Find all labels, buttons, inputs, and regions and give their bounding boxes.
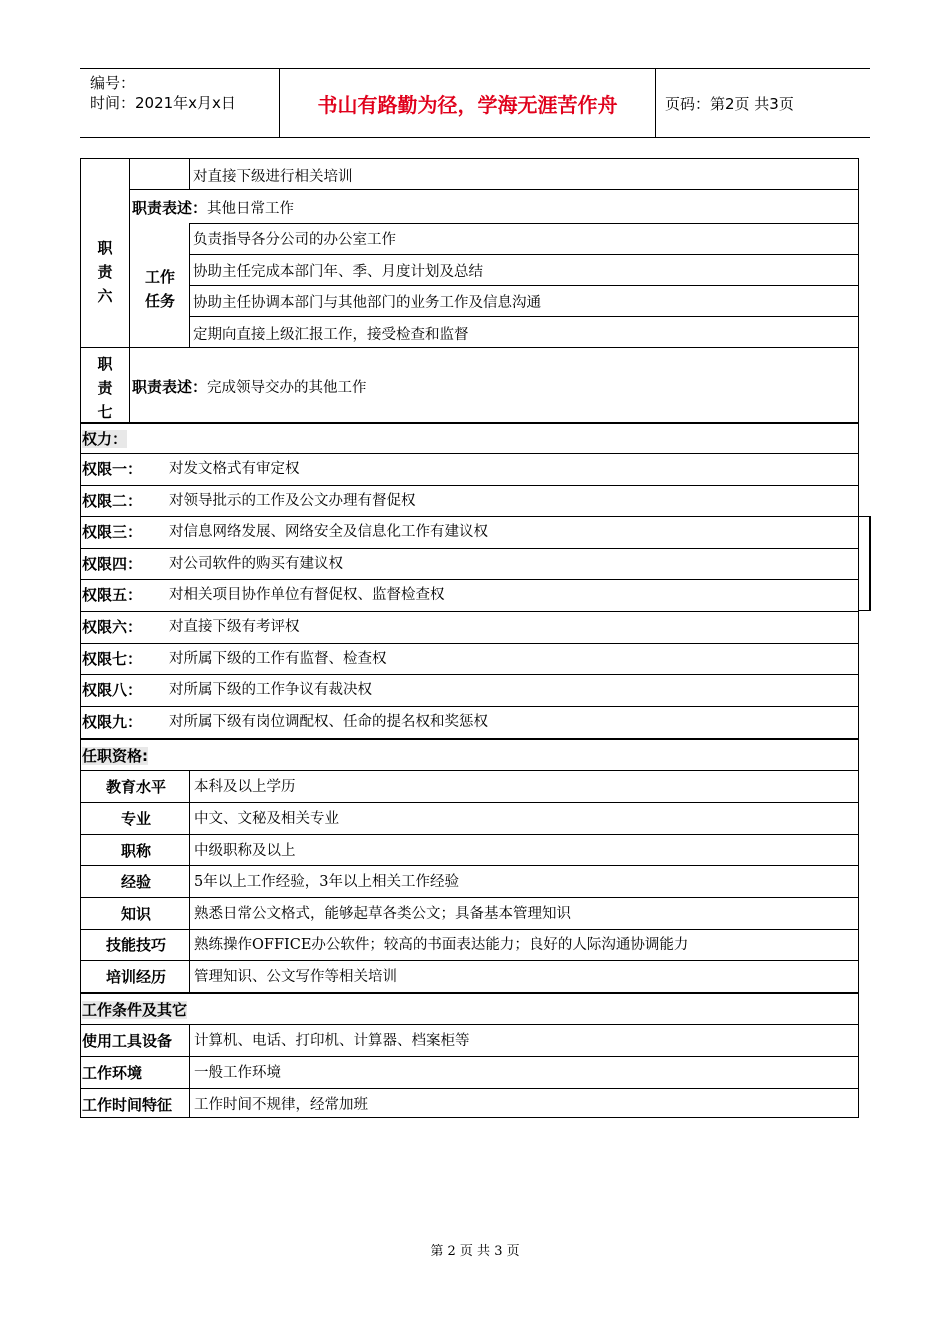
authority-text: 对所属下级的工作有监督、检查权 (169, 651, 387, 667)
authority-label: 权限三： (82, 523, 143, 541)
authority-heading (82, 424, 127, 454)
authority-label: 权限一： (82, 460, 143, 478)
qualification-text: 5年以上工作经验，3年以上相关工作经验 (194, 874, 459, 890)
task-item: 负责指导各分公司的办公室工作 (193, 232, 396, 248)
duty-six-char-1: 职 (97, 239, 113, 257)
grid-line (80, 738, 859, 740)
qualification-heading-text: 任职资格: (82, 747, 148, 765)
duty-six-desc (132, 193, 294, 225)
number-label: 编号： (90, 74, 136, 92)
grid-line (859, 610, 870, 611)
qualification-text: 熟悉日常公文格式，能够起草各类公文；具备基本管理知识 (194, 906, 571, 922)
grid-line (189, 158, 190, 189)
qualification-label: 职称 (120, 842, 151, 860)
duty-six-label (82, 236, 128, 308)
authority-text: 对发文格式有审定权 (169, 461, 300, 477)
duty-seven-char-3: 七 (97, 403, 113, 421)
page-indicator: 页码：第2页 共3页 (665, 94, 794, 113)
authority-label: 权限七： (82, 650, 143, 668)
qualification-text: 熟练操作OFFICE办公软件；较高的书面表达能力；良好的人际沟通协调能力 (194, 937, 689, 953)
duty-seven-desc-label: 职责表述： (132, 378, 208, 396)
duty-six-desc-text: 其他日常工作 (207, 201, 295, 217)
task-label (131, 265, 189, 313)
grid-line (80, 1024, 859, 1025)
authority-text: 对领导批示的工作及公文办理有督促权 (169, 493, 416, 509)
qualification-label: 经验 (120, 873, 151, 891)
qualification-text: 中文、文秘及相关专业 (194, 811, 339, 827)
condition-text: 计算机、电话、打印机、计算器、档案柜等 (194, 1033, 470, 1049)
condition-text: 工作时间不规律，经常加班 (194, 1097, 368, 1113)
qualification-label: 知识 (120, 905, 151, 923)
authority-text: 对公司软件的购买有建议权 (169, 556, 343, 572)
authority-text: 对直接下级有考评权 (169, 619, 300, 635)
task-item: 协助主任协调本部门与其他部门的业务工作及信息沟通 (193, 295, 541, 311)
motto: 书山有路勤为径，学海无涯苦作舟 (280, 69, 656, 137)
authority-heading-text: 权力： (82, 430, 128, 448)
qualification-text: 本科及以上学历 (194, 779, 296, 795)
grid-line (129, 347, 130, 422)
condition-label: 工作环境 (82, 1064, 143, 1082)
authority-text: 对相关项目协作单位有督促权、监督检查权 (169, 587, 445, 603)
qualification-heading (82, 741, 148, 771)
authority-label: 权限八： (82, 681, 143, 699)
authority-label: 权限二： (82, 492, 143, 510)
duty-seven-desc-text: 完成领导交办的其他工作 (207, 380, 367, 396)
grid-line (869, 516, 871, 611)
duty-six-desc-label: 职责表述： (132, 199, 208, 217)
duty-seven-char-2: 责 (97, 379, 113, 397)
grid-line (80, 422, 859, 424)
authority-label: 权限四： (82, 555, 143, 573)
task-item: 协助主任完成本部门年、季、月度计划及总结 (193, 264, 483, 280)
qualification-text: 中级职称及以上 (194, 843, 296, 859)
qualification-label: 教育水平 (105, 778, 166, 796)
duty-seven-char-1: 职 (97, 355, 113, 373)
qualification-label: 专业 (120, 810, 151, 828)
authority-text: 对所属下级有岗位调配权、任命的提名权和奖惩权 (169, 714, 488, 730)
conditions-heading (82, 995, 187, 1025)
qualification-label: 培训经历 (105, 968, 166, 986)
task-label-line-1: 工作 (144, 268, 175, 286)
authority-label: 权限六： (82, 618, 143, 636)
top-task: 对直接下级进行相关培训 (193, 169, 353, 185)
duty-six-char-2: 责 (97, 263, 113, 281)
grid-line (859, 516, 870, 517)
time-label: 时间：2021年x月x日 (90, 94, 236, 112)
duty-seven-label (82, 352, 128, 424)
task-label-line-2: 任务 (144, 292, 175, 310)
authority-text: 对所属下级的工作争议有裁决权 (169, 682, 372, 698)
condition-text: 一般工作环境 (194, 1065, 281, 1081)
authority-label: 权限九： (82, 713, 143, 731)
authority-text: 对信息网络发展、网络安全及信息化工作有建议权 (169, 524, 488, 540)
qualification-label: 技能技巧 (105, 936, 166, 954)
qualification-text: 管理知识、公文写作等相关培训 (194, 969, 397, 985)
page-footer: 第 2 页 共 3 页 (430, 1244, 520, 1259)
grid-line (189, 1024, 190, 1118)
duty-seven-desc (132, 372, 367, 404)
grid-line (80, 770, 859, 771)
page-header (80, 68, 870, 138)
condition-label: 工作时间特征 (82, 1096, 173, 1114)
authority-label: 权限五： (82, 586, 143, 604)
header-meta (80, 69, 280, 137)
task-item: 定期向直接上级汇报工作，接受检查和监督 (193, 327, 469, 343)
duty-six-char-3: 六 (97, 287, 113, 305)
condition-label: 使用工具设备 (82, 1032, 173, 1050)
conditions-heading-text: 工作条件及其它 (82, 1001, 188, 1019)
